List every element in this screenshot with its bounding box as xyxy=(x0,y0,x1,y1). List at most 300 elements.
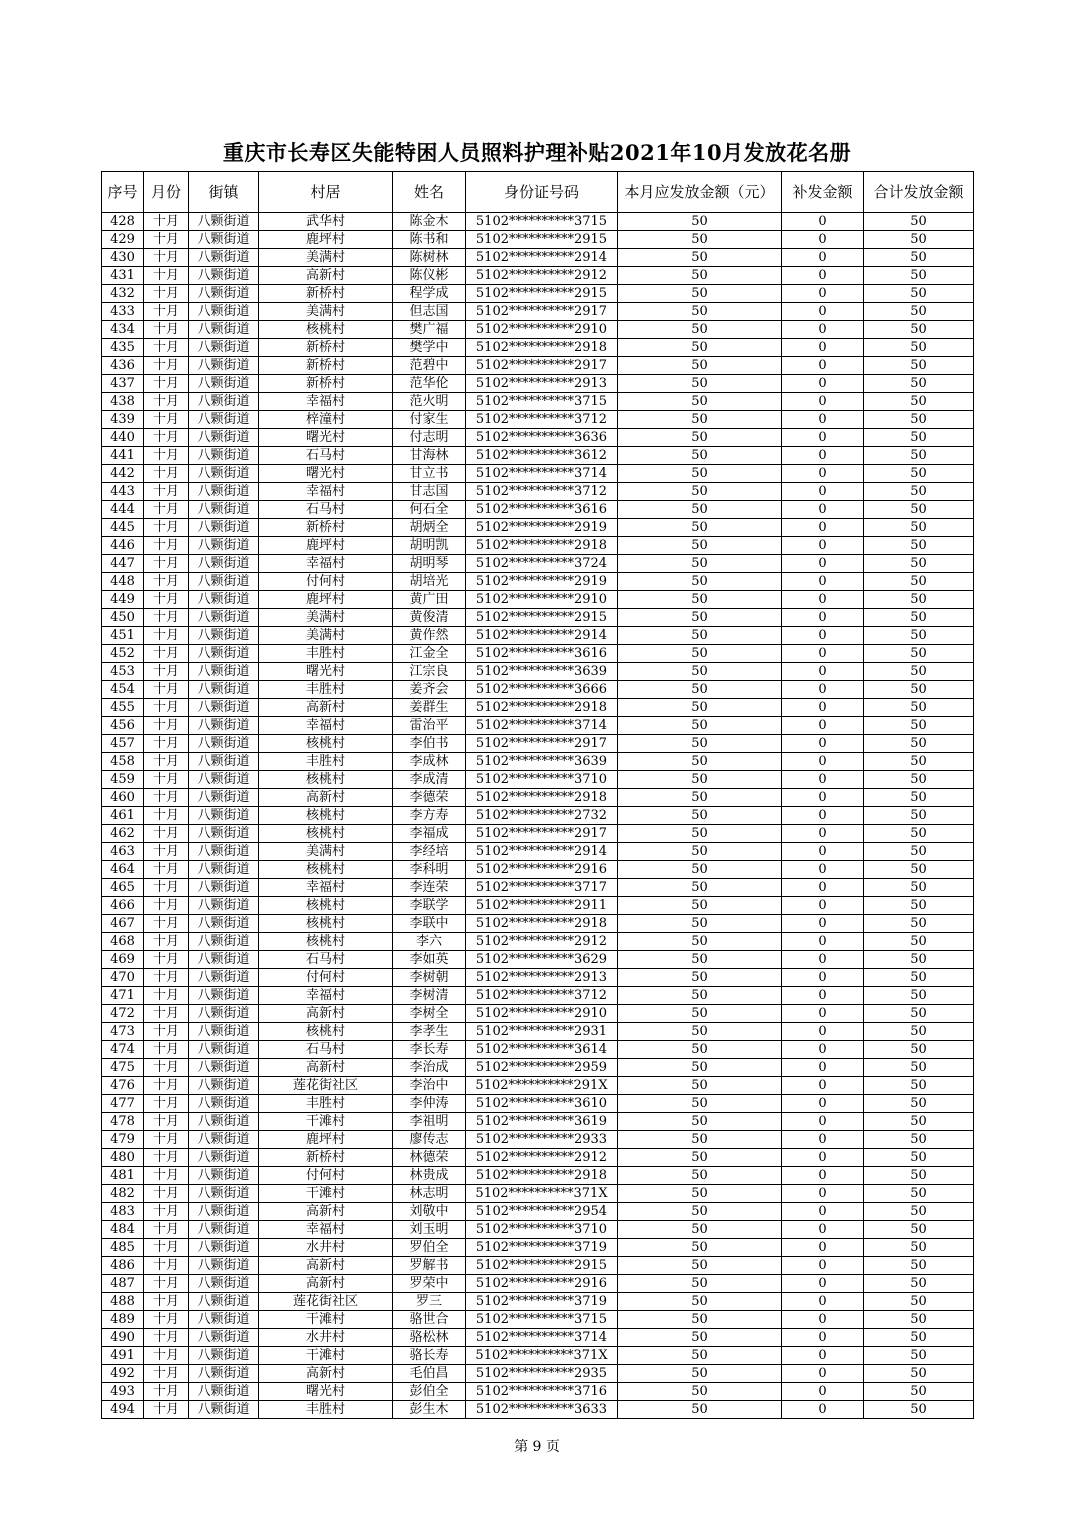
total-amount-cell: 50 xyxy=(864,1149,974,1167)
village-cell: 核桃村 xyxy=(259,735,393,753)
monthly-amount-cell: 50 xyxy=(618,321,782,339)
monthly-amount-cell: 50 xyxy=(618,933,782,951)
village-cell: 高新村 xyxy=(259,789,393,807)
total-amount-cell: 50 xyxy=(864,429,974,447)
reissue-amount-cell: 0 xyxy=(782,357,864,375)
serial-cell: 444 xyxy=(102,501,144,519)
header-total-amount: 合计发放金额 xyxy=(864,172,974,213)
table-row xyxy=(102,1077,974,1095)
total-amount-cell: 50 xyxy=(864,1041,974,1059)
name-cell: 骆长寿 xyxy=(393,1347,466,1365)
serial-cell: 432 xyxy=(102,285,144,303)
table-row xyxy=(102,1185,974,1203)
month-cell: 十月 xyxy=(144,375,189,393)
reissue-amount-cell: 0 xyxy=(782,663,864,681)
monthly-amount-cell: 50 xyxy=(618,753,782,771)
reissue-amount-cell: 0 xyxy=(782,915,864,933)
table-row xyxy=(102,573,974,591)
street-cell: 八颗街道 xyxy=(189,663,259,681)
monthly-amount-cell: 50 xyxy=(618,573,782,591)
serial-cell: 467 xyxy=(102,915,144,933)
month-cell: 十月 xyxy=(144,1347,189,1365)
id-number-cell: 5102**********3712 xyxy=(466,987,618,1005)
month-cell: 十月 xyxy=(144,699,189,717)
name-cell: 姜群生 xyxy=(393,699,466,717)
street-cell: 八颗街道 xyxy=(189,213,259,231)
monthly-amount-cell: 50 xyxy=(618,861,782,879)
village-cell: 干滩村 xyxy=(259,1113,393,1131)
id-number-cell: 5102**********3710 xyxy=(466,1221,618,1239)
serial-cell: 466 xyxy=(102,897,144,915)
id-number-cell: 5102**********2918 xyxy=(466,789,618,807)
serial-cell: 452 xyxy=(102,645,144,663)
serial-cell: 478 xyxy=(102,1113,144,1131)
table-row xyxy=(102,429,974,447)
street-cell: 八颗街道 xyxy=(189,357,259,375)
reissue-amount-cell: 0 xyxy=(782,969,864,987)
reissue-amount-cell: 0 xyxy=(782,1257,864,1275)
reissue-amount-cell: 0 xyxy=(782,1203,864,1221)
total-amount-cell: 50 xyxy=(864,1365,974,1383)
village-cell: 曙光村 xyxy=(259,1383,393,1401)
table-row xyxy=(102,1023,974,1041)
village-cell: 幸福村 xyxy=(259,393,393,411)
total-amount-cell: 50 xyxy=(864,843,974,861)
id-number-cell: 5102**********3715 xyxy=(466,393,618,411)
month-cell: 十月 xyxy=(144,1059,189,1077)
name-cell: 陈仪彬 xyxy=(393,267,466,285)
id-number-cell: 5102**********2914 xyxy=(466,843,618,861)
reissue-amount-cell: 0 xyxy=(782,591,864,609)
village-cell: 幸福村 xyxy=(259,483,393,501)
table-row xyxy=(102,1311,974,1329)
table-row xyxy=(102,1167,974,1185)
month-cell: 十月 xyxy=(144,807,189,825)
serial-cell: 490 xyxy=(102,1329,144,1347)
id-number-cell: 5102**********2917 xyxy=(466,825,618,843)
month-cell: 十月 xyxy=(144,537,189,555)
month-cell: 十月 xyxy=(144,1365,189,1383)
table-row xyxy=(102,537,974,555)
street-cell: 八颗街道 xyxy=(189,861,259,879)
street-cell: 八颗街道 xyxy=(189,879,259,897)
id-number-cell: 5102**********2916 xyxy=(466,861,618,879)
total-amount-cell: 50 xyxy=(864,447,974,465)
street-cell: 八颗街道 xyxy=(189,1077,259,1095)
table-row xyxy=(102,411,974,429)
month-cell: 十月 xyxy=(144,1311,189,1329)
table-row xyxy=(102,447,974,465)
month-cell: 十月 xyxy=(144,735,189,753)
id-number-cell: 5102**********2910 xyxy=(466,591,618,609)
serial-cell: 476 xyxy=(102,1077,144,1095)
month-cell: 十月 xyxy=(144,213,189,231)
reissue-amount-cell: 0 xyxy=(782,987,864,1005)
street-cell: 八颗街道 xyxy=(189,951,259,969)
header-serial: 序号 xyxy=(102,172,144,213)
table-row xyxy=(102,303,974,321)
reissue-amount-cell: 0 xyxy=(782,1023,864,1041)
reissue-amount-cell: 0 xyxy=(782,825,864,843)
street-cell: 八颗街道 xyxy=(189,789,259,807)
month-cell: 十月 xyxy=(144,1077,189,1095)
serial-cell: 458 xyxy=(102,753,144,771)
village-cell: 高新村 xyxy=(259,267,393,285)
monthly-amount-cell: 50 xyxy=(618,789,782,807)
total-amount-cell: 50 xyxy=(864,1221,974,1239)
id-number-cell: 5102**********3710 xyxy=(466,771,618,789)
month-cell: 十月 xyxy=(144,1293,189,1311)
name-cell: 甘海林 xyxy=(393,447,466,465)
street-cell: 八颗街道 xyxy=(189,519,259,537)
month-cell: 十月 xyxy=(144,627,189,645)
reissue-amount-cell: 0 xyxy=(782,735,864,753)
street-cell: 八颗街道 xyxy=(189,573,259,591)
table-row xyxy=(102,1113,974,1131)
monthly-amount-cell: 50 xyxy=(618,537,782,555)
monthly-amount-cell: 50 xyxy=(618,483,782,501)
village-cell: 核桃村 xyxy=(259,771,393,789)
month-cell: 十月 xyxy=(144,987,189,1005)
total-amount-cell: 50 xyxy=(864,321,974,339)
name-cell: 范华伦 xyxy=(393,375,466,393)
street-cell: 八颗街道 xyxy=(189,969,259,987)
name-cell: 范碧中 xyxy=(393,357,466,375)
serial-cell: 493 xyxy=(102,1383,144,1401)
table-row xyxy=(102,483,974,501)
month-cell: 十月 xyxy=(144,933,189,951)
serial-cell: 455 xyxy=(102,699,144,717)
reissue-amount-cell: 0 xyxy=(782,231,864,249)
reissue-amount-cell: 0 xyxy=(782,1185,864,1203)
name-cell: 李联学 xyxy=(393,897,466,915)
name-cell: 黄广田 xyxy=(393,591,466,609)
serial-cell: 480 xyxy=(102,1149,144,1167)
serial-cell: 433 xyxy=(102,303,144,321)
month-cell: 十月 xyxy=(144,465,189,483)
street-cell: 八颗街道 xyxy=(189,1113,259,1131)
table-row xyxy=(102,1239,974,1257)
street-cell: 八颗街道 xyxy=(189,1095,259,1113)
village-cell: 付何村 xyxy=(259,573,393,591)
reissue-amount-cell: 0 xyxy=(782,807,864,825)
street-cell: 八颗街道 xyxy=(189,1329,259,1347)
street-cell: 八颗街道 xyxy=(189,609,259,627)
street-cell: 八颗街道 xyxy=(189,933,259,951)
name-cell: 李六 xyxy=(393,933,466,951)
serial-cell: 448 xyxy=(102,573,144,591)
name-cell: 罗解书 xyxy=(393,1257,466,1275)
name-cell: 罗伯全 xyxy=(393,1239,466,1257)
serial-cell: 430 xyxy=(102,249,144,267)
id-number-cell: 5102**********3724 xyxy=(466,555,618,573)
total-amount-cell: 50 xyxy=(864,1059,974,1077)
id-number-cell: 5102**********2914 xyxy=(466,249,618,267)
monthly-amount-cell: 50 xyxy=(618,249,782,267)
monthly-amount-cell: 50 xyxy=(618,231,782,249)
table-row xyxy=(102,555,974,573)
monthly-amount-cell: 50 xyxy=(618,1239,782,1257)
total-amount-cell: 50 xyxy=(864,1203,974,1221)
total-amount-cell: 50 xyxy=(864,915,974,933)
name-cell: 罗三 xyxy=(393,1293,466,1311)
serial-cell: 494 xyxy=(102,1401,144,1419)
month-cell: 十月 xyxy=(144,825,189,843)
monthly-amount-cell: 50 xyxy=(618,1203,782,1221)
id-number-cell: 5102**********3715 xyxy=(466,1311,618,1329)
reissue-amount-cell: 0 xyxy=(782,897,864,915)
table-row xyxy=(102,969,974,987)
table-row xyxy=(102,375,974,393)
total-amount-cell: 50 xyxy=(864,375,974,393)
total-amount-cell: 50 xyxy=(864,771,974,789)
monthly-amount-cell: 50 xyxy=(618,663,782,681)
header-street: 街镇 xyxy=(189,172,259,213)
name-cell: 林德荣 xyxy=(393,1149,466,1167)
serial-cell: 453 xyxy=(102,663,144,681)
reissue-amount-cell: 0 xyxy=(782,879,864,897)
reissue-amount-cell: 0 xyxy=(782,1383,864,1401)
reissue-amount-cell: 0 xyxy=(782,1131,864,1149)
serial-cell: 462 xyxy=(102,825,144,843)
month-cell: 十月 xyxy=(144,1023,189,1041)
serial-cell: 436 xyxy=(102,357,144,375)
street-cell: 八颗街道 xyxy=(189,1023,259,1041)
total-amount-cell: 50 xyxy=(864,897,974,915)
monthly-amount-cell: 50 xyxy=(618,1293,782,1311)
name-cell: 陈树林 xyxy=(393,249,466,267)
reissue-amount-cell: 0 xyxy=(782,699,864,717)
reissue-amount-cell: 0 xyxy=(782,1005,864,1023)
month-cell: 十月 xyxy=(144,1401,189,1419)
street-cell: 八颗街道 xyxy=(189,645,259,663)
id-number-cell: 5102**********2919 xyxy=(466,519,618,537)
village-cell: 石马村 xyxy=(259,951,393,969)
reissue-amount-cell: 0 xyxy=(782,375,864,393)
village-cell: 高新村 xyxy=(259,1275,393,1293)
id-number-cell: 5102**********2915 xyxy=(466,285,618,303)
village-cell: 美满村 xyxy=(259,249,393,267)
month-cell: 十月 xyxy=(144,753,189,771)
village-cell: 丰胜村 xyxy=(259,1401,393,1419)
month-cell: 十月 xyxy=(144,429,189,447)
name-cell: 黄作然 xyxy=(393,627,466,645)
monthly-amount-cell: 50 xyxy=(618,339,782,357)
table-row xyxy=(102,843,974,861)
village-cell: 新桥村 xyxy=(259,375,393,393)
serial-cell: 456 xyxy=(102,717,144,735)
serial-cell: 484 xyxy=(102,1221,144,1239)
monthly-amount-cell: 50 xyxy=(618,681,782,699)
serial-cell: 431 xyxy=(102,267,144,285)
table-row xyxy=(102,1149,974,1167)
village-cell: 新桥村 xyxy=(259,339,393,357)
monthly-amount-cell: 50 xyxy=(618,429,782,447)
header-village: 村居 xyxy=(259,172,393,213)
serial-cell: 457 xyxy=(102,735,144,753)
id-number-cell: 5102**********3714 xyxy=(466,1329,618,1347)
monthly-amount-cell: 50 xyxy=(618,555,782,573)
id-number-cell: 5102**********371X xyxy=(466,1185,618,1203)
id-number-cell: 5102**********2918 xyxy=(466,537,618,555)
table-row xyxy=(102,1293,974,1311)
total-amount-cell: 50 xyxy=(864,609,974,627)
monthly-amount-cell: 50 xyxy=(618,825,782,843)
month-cell: 十月 xyxy=(144,339,189,357)
name-cell: 姜齐会 xyxy=(393,681,466,699)
monthly-amount-cell: 50 xyxy=(618,717,782,735)
street-cell: 八颗街道 xyxy=(189,1149,259,1167)
serial-cell: 464 xyxy=(102,861,144,879)
street-cell: 八颗街道 xyxy=(189,1221,259,1239)
name-cell: 林志明 xyxy=(393,1185,466,1203)
month-cell: 十月 xyxy=(144,1041,189,1059)
serial-cell: 454 xyxy=(102,681,144,699)
reissue-amount-cell: 0 xyxy=(782,1059,864,1077)
village-cell: 丰胜村 xyxy=(259,753,393,771)
total-amount-cell: 50 xyxy=(864,1329,974,1347)
id-number-cell: 5102**********3714 xyxy=(466,465,618,483)
street-cell: 八颗街道 xyxy=(189,1041,259,1059)
month-cell: 十月 xyxy=(144,879,189,897)
name-cell: 李联中 xyxy=(393,915,466,933)
street-cell: 八颗街道 xyxy=(189,843,259,861)
village-cell: 石马村 xyxy=(259,447,393,465)
village-cell: 核桃村 xyxy=(259,915,393,933)
serial-cell: 488 xyxy=(102,1293,144,1311)
serial-cell: 471 xyxy=(102,987,144,1005)
table-row xyxy=(102,285,974,303)
street-cell: 八颗街道 xyxy=(189,1005,259,1023)
table-row xyxy=(102,1401,974,1419)
serial-cell: 482 xyxy=(102,1185,144,1203)
table-row xyxy=(102,1347,974,1365)
id-number-cell: 5102**********3610 xyxy=(466,1095,618,1113)
name-cell: 陈金木 xyxy=(393,213,466,231)
month-cell: 十月 xyxy=(144,483,189,501)
village-cell: 水井村 xyxy=(259,1239,393,1257)
street-cell: 八颗街道 xyxy=(189,1203,259,1221)
month-cell: 十月 xyxy=(144,231,189,249)
id-number-cell: 5102**********2912 xyxy=(466,933,618,951)
id-number-cell: 5102**********2933 xyxy=(466,1131,618,1149)
reissue-amount-cell: 0 xyxy=(782,789,864,807)
reissue-amount-cell: 0 xyxy=(782,465,864,483)
table-row xyxy=(102,357,974,375)
name-cell: 彭伯全 xyxy=(393,1383,466,1401)
id-number-cell: 5102**********3614 xyxy=(466,1041,618,1059)
monthly-amount-cell: 50 xyxy=(618,357,782,375)
name-cell: 胡炳全 xyxy=(393,519,466,537)
reissue-amount-cell: 0 xyxy=(782,555,864,573)
serial-cell: 438 xyxy=(102,393,144,411)
total-amount-cell: 50 xyxy=(864,1167,974,1185)
id-number-cell: 5102**********3636 xyxy=(466,429,618,447)
reissue-amount-cell: 0 xyxy=(782,771,864,789)
village-cell: 付何村 xyxy=(259,969,393,987)
reissue-amount-cell: 0 xyxy=(782,339,864,357)
street-cell: 八颗街道 xyxy=(189,537,259,555)
monthly-amount-cell: 50 xyxy=(618,213,782,231)
street-cell: 八颗街道 xyxy=(189,555,259,573)
month-cell: 十月 xyxy=(144,1149,189,1167)
month-cell: 十月 xyxy=(144,591,189,609)
street-cell: 八颗街道 xyxy=(189,303,259,321)
month-cell: 十月 xyxy=(144,357,189,375)
street-cell: 八颗街道 xyxy=(189,771,259,789)
table-header-row xyxy=(102,172,974,213)
name-cell: 李科明 xyxy=(393,861,466,879)
reissue-amount-cell: 0 xyxy=(782,1293,864,1311)
street-cell: 八颗街道 xyxy=(189,825,259,843)
total-amount-cell: 50 xyxy=(864,555,974,573)
total-amount-cell: 50 xyxy=(864,573,974,591)
month-cell: 十月 xyxy=(144,573,189,591)
village-cell: 高新村 xyxy=(259,1365,393,1383)
village-cell: 美满村 xyxy=(259,609,393,627)
total-amount-cell: 50 xyxy=(864,1401,974,1419)
monthly-amount-cell: 50 xyxy=(618,393,782,411)
id-number-cell: 5102**********3639 xyxy=(466,753,618,771)
reissue-amount-cell: 0 xyxy=(782,1329,864,1347)
total-amount-cell: 50 xyxy=(864,663,974,681)
village-cell: 高新村 xyxy=(259,1203,393,1221)
monthly-amount-cell: 50 xyxy=(618,1077,782,1095)
monthly-amount-cell: 50 xyxy=(618,591,782,609)
name-cell: 江金全 xyxy=(393,645,466,663)
reissue-amount-cell: 0 xyxy=(782,303,864,321)
month-cell: 十月 xyxy=(144,969,189,987)
month-cell: 十月 xyxy=(144,411,189,429)
id-number-cell: 5102**********2915 xyxy=(466,231,618,249)
month-cell: 十月 xyxy=(144,609,189,627)
village-cell: 美满村 xyxy=(259,303,393,321)
id-number-cell: 5102**********3616 xyxy=(466,501,618,519)
monthly-amount-cell: 50 xyxy=(618,411,782,429)
table-row xyxy=(102,987,974,1005)
village-cell: 石马村 xyxy=(259,501,393,519)
id-number-cell: 5102**********2917 xyxy=(466,303,618,321)
id-number-cell: 5102**********3719 xyxy=(466,1239,618,1257)
table-row xyxy=(102,825,974,843)
reissue-amount-cell: 0 xyxy=(782,1347,864,1365)
street-cell: 八颗街道 xyxy=(189,699,259,717)
monthly-amount-cell: 50 xyxy=(618,1005,782,1023)
id-number-cell: 5102**********291X xyxy=(466,1077,618,1095)
month-cell: 十月 xyxy=(144,771,189,789)
street-cell: 八颗街道 xyxy=(189,1383,259,1401)
monthly-amount-cell: 50 xyxy=(618,1365,782,1383)
serial-cell: 440 xyxy=(102,429,144,447)
table-row xyxy=(102,681,974,699)
serial-cell: 489 xyxy=(102,1311,144,1329)
month-cell: 十月 xyxy=(144,843,189,861)
monthly-amount-cell: 50 xyxy=(618,1041,782,1059)
id-number-cell: 5102**********2931 xyxy=(466,1023,618,1041)
total-amount-cell: 50 xyxy=(864,411,974,429)
street-cell: 八颗街道 xyxy=(189,753,259,771)
serial-cell: 429 xyxy=(102,231,144,249)
monthly-amount-cell: 50 xyxy=(618,807,782,825)
table-row xyxy=(102,231,974,249)
total-amount-cell: 50 xyxy=(864,879,974,897)
serial-cell: 472 xyxy=(102,1005,144,1023)
village-cell: 新桥村 xyxy=(259,519,393,537)
table-row xyxy=(102,1203,974,1221)
monthly-amount-cell: 50 xyxy=(618,285,782,303)
reissue-amount-cell: 0 xyxy=(782,627,864,645)
reissue-amount-cell: 0 xyxy=(782,285,864,303)
